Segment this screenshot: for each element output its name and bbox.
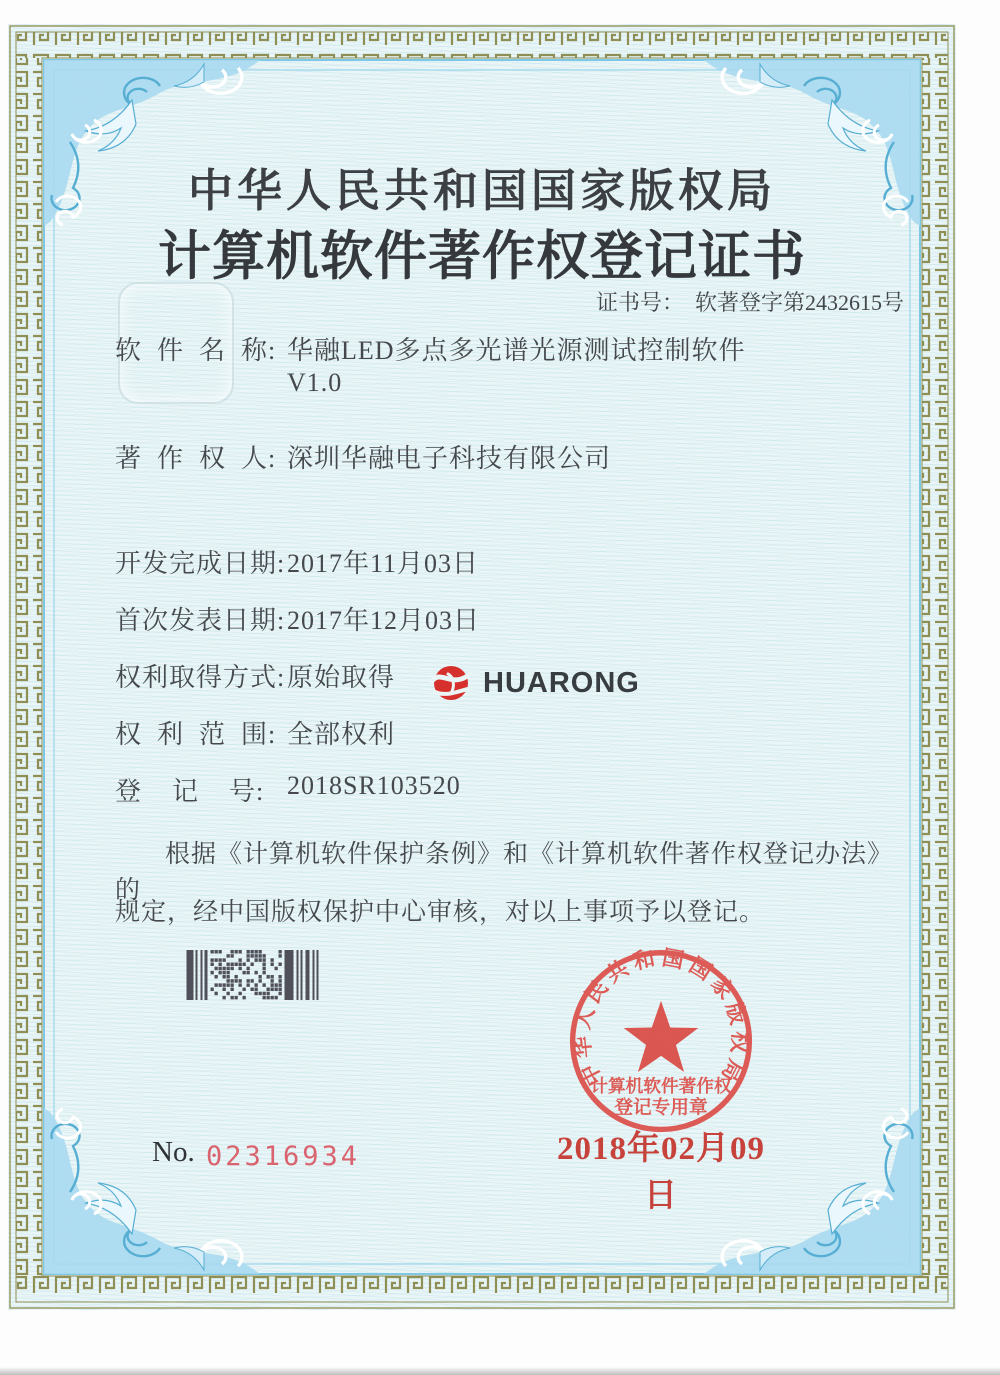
statement-line-1: 根据《计算机软件保护条例》和《计算机软件著作权登记办法》的 xyxy=(115,841,894,904)
statement-line-2: 规定，经中国版权保护中心审核，对以上事项予以登记。 xyxy=(115,899,766,926)
seal-date: 2018年02月09日 xyxy=(557,1131,765,1214)
field-value-completion-date: 2017年11月03日 xyxy=(287,549,480,578)
field-value-software-version: V1.0 xyxy=(287,368,343,397)
field-value-registration-number: 2018SR103520 xyxy=(287,771,461,800)
field-value-software-name: 华融LED多点多光谱光源测试控制软件 xyxy=(287,336,746,365)
seal-ring-text: 中华人民共和国国家版权局 xyxy=(569,945,753,1090)
serial-number-label: No. xyxy=(152,1136,195,1168)
seal-text-line-2: 登记专用章 xyxy=(614,1097,708,1119)
field-label-copyright-owner: 著 作 权 人: xyxy=(115,444,277,473)
serial-number-value: 02316934 xyxy=(206,1141,361,1172)
huarong-logo xyxy=(428,660,640,706)
seal-text-line-1: 计算机软件著作权 xyxy=(590,1076,732,1097)
certificate-number-label: 证书号： xyxy=(596,290,685,315)
barcode xyxy=(183,950,323,1000)
field-label-first-publish-date: 首次发表日期: xyxy=(115,606,286,635)
issuing-authority: 中华人民共和国国家版权局 xyxy=(187,166,776,216)
field-label-registration-number: 登 记 号: xyxy=(115,777,265,806)
field-value-copyright-owner: 深圳华融电子科技有限公司 xyxy=(287,444,612,473)
huarong-logo-text: HUARONG xyxy=(483,666,640,699)
field-label-completion-date: 开发完成日期: xyxy=(115,549,286,578)
huarong-swirl-icon xyxy=(428,660,474,706)
seal-star-icon xyxy=(624,1001,699,1072)
field-value-rights-scope: 全部权利 xyxy=(287,720,396,749)
field-label-rights-scope: 权 利 范 围: xyxy=(115,720,277,749)
certificate-number-line xyxy=(596,286,904,317)
certificate-title: 计算机软件著作权登记证书 xyxy=(158,228,806,286)
field-value-acquisition-method: 原始取得 xyxy=(287,663,396,692)
field-label-software-name: 软 件 名 称: xyxy=(115,336,277,365)
field-label-acquisition-method: 权利取得方式: xyxy=(115,663,286,692)
certificate-number-value: 软著登字第2432615号 xyxy=(695,290,905,315)
field-value-first-publish-date: 2017年12月03日 xyxy=(287,606,481,635)
certificate-page xyxy=(8,24,956,1310)
